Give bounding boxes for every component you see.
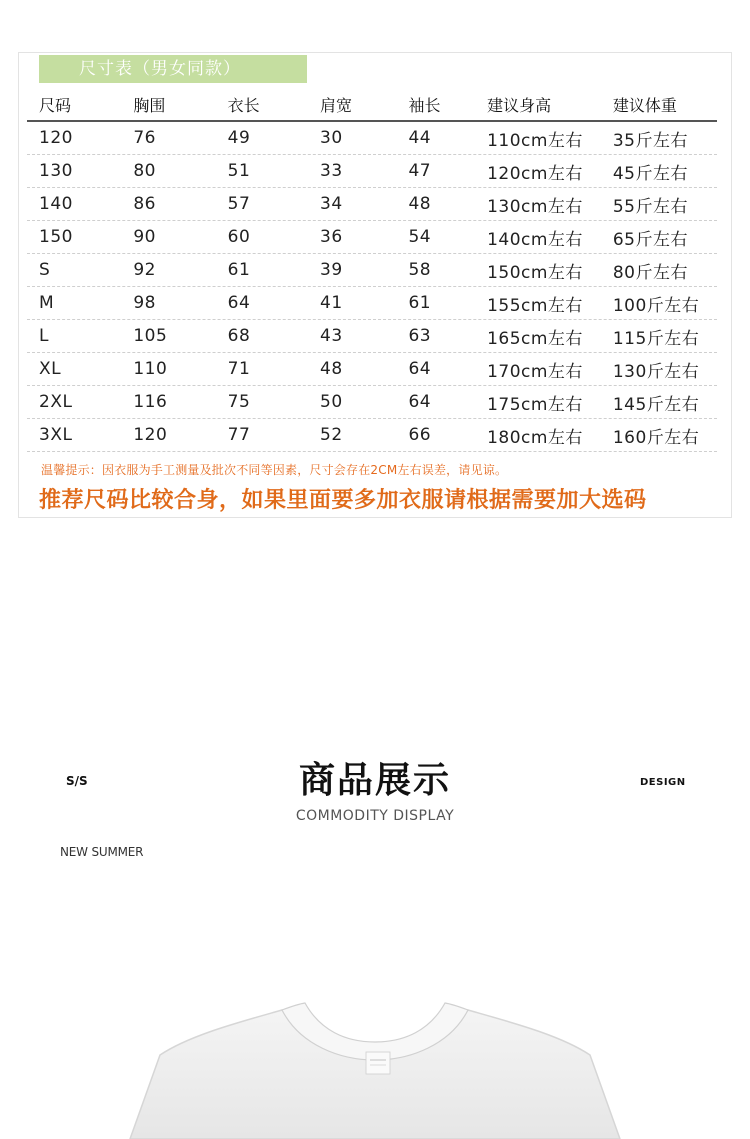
size-cell: 92 bbox=[133, 260, 156, 280]
size-cell: 71 bbox=[227, 359, 251, 379]
size-row bbox=[27, 155, 717, 188]
size-cell: 48 bbox=[408, 194, 432, 214]
size-notice: 温馨提示：因衣服为手工测量及批次不同等因素，尺寸会存在2CM左右误差，请见谅。 bbox=[41, 463, 508, 477]
commodity-display-header bbox=[0, 740, 750, 840]
size-cell: 48 bbox=[320, 359, 343, 379]
size-cell: L bbox=[39, 326, 49, 346]
size-cell: 45斤左右 bbox=[612, 163, 688, 184]
size-cell: 64 bbox=[227, 293, 251, 313]
size-cell: 3XL bbox=[39, 425, 73, 445]
size-cell: 63 bbox=[408, 326, 432, 346]
size-row bbox=[27, 320, 717, 353]
size-cell: 57 bbox=[227, 194, 251, 214]
size-cell: 150 bbox=[39, 227, 73, 247]
size-cell: 75 bbox=[227, 392, 251, 412]
size-recommend: 推荐尺码比较合身，如果里面要多加衣服请根据需要加大选码 bbox=[39, 488, 647, 513]
size-cell: 155cm左右 bbox=[487, 295, 583, 316]
size-chart-card bbox=[18, 52, 732, 518]
size-cell: S bbox=[39, 260, 51, 280]
size-cell: 36 bbox=[320, 227, 343, 247]
header-cell: 袖长 bbox=[408, 96, 441, 115]
header-cell: 胸围 bbox=[133, 96, 166, 115]
tshirt-image bbox=[0, 960, 750, 1139]
size-cell: 130cm左右 bbox=[487, 196, 583, 217]
size-cell: 175cm左右 bbox=[487, 394, 583, 415]
size-cell: 35斤左右 bbox=[612, 130, 688, 151]
size-cell: 140cm左右 bbox=[487, 229, 583, 250]
size-row bbox=[27, 221, 717, 254]
size-cell: 58 bbox=[408, 260, 432, 280]
size-cell: 120 bbox=[133, 425, 168, 445]
size-cell: 80 bbox=[133, 161, 156, 181]
size-cell: 68 bbox=[227, 326, 251, 346]
size-cell: 170cm左右 bbox=[487, 361, 583, 382]
size-cell: 50 bbox=[320, 392, 343, 412]
size-cell: 140 bbox=[39, 194, 73, 214]
size-cell: 33 bbox=[320, 161, 343, 181]
header-cell: 尺码 bbox=[39, 96, 72, 115]
size-cell: 66 bbox=[408, 425, 432, 445]
size-row bbox=[27, 188, 717, 221]
size-cell: 130 bbox=[39, 161, 73, 181]
size-row bbox=[27, 386, 717, 419]
size-cell: 2XL bbox=[39, 392, 73, 412]
size-cell: 100斤左右 bbox=[612, 295, 700, 316]
size-cell: 86 bbox=[133, 194, 156, 214]
size-cell: 160斤左右 bbox=[612, 427, 700, 448]
header-cell: 建议体重 bbox=[612, 96, 677, 115]
size-row bbox=[27, 419, 717, 452]
header-cell: 肩宽 bbox=[320, 96, 353, 115]
size-table bbox=[27, 89, 717, 452]
size-cell: 165cm左右 bbox=[487, 328, 583, 349]
size-cell: 64 bbox=[408, 392, 432, 412]
size-cell: 105 bbox=[133, 326, 168, 346]
size-cell: 145斤左右 bbox=[612, 394, 700, 415]
new-summer-label: NEW SUMMER bbox=[60, 845, 144, 859]
size-cell: 110cm左右 bbox=[487, 130, 583, 151]
size-cell: 130斤左右 bbox=[612, 361, 700, 382]
size-cell: 39 bbox=[320, 260, 343, 280]
header-cell: 衣长 bbox=[227, 96, 260, 115]
size-cell: 60 bbox=[227, 227, 251, 247]
size-cell: 120cm左右 bbox=[487, 163, 583, 184]
size-cell: 52 bbox=[320, 425, 343, 445]
size-cell: XL bbox=[39, 359, 62, 379]
size-cell: 34 bbox=[320, 194, 343, 214]
section-subtitle: COMMODITY DISPLAY bbox=[295, 808, 455, 824]
size-cell: 30 bbox=[320, 128, 343, 148]
size-cell: 61 bbox=[227, 260, 251, 280]
size-cell: 120 bbox=[39, 128, 73, 148]
size-row bbox=[27, 122, 717, 155]
size-cell: 115斤左右 bbox=[612, 328, 700, 349]
size-cell: 64 bbox=[408, 359, 432, 379]
size-cell: 55斤左右 bbox=[612, 196, 688, 217]
size-cell: 51 bbox=[227, 161, 251, 181]
design-tag: DESIGN bbox=[640, 777, 686, 788]
size-row bbox=[27, 287, 717, 320]
size-cell: 61 bbox=[408, 293, 432, 313]
size-cell: 49 bbox=[227, 128, 251, 148]
size-cell: 41 bbox=[320, 293, 343, 313]
size-row bbox=[27, 353, 717, 386]
size-cell: 90 bbox=[133, 227, 156, 247]
size-cell: 43 bbox=[320, 326, 343, 346]
size-cell: 80斤左右 bbox=[612, 262, 688, 283]
size-cell: 180cm左右 bbox=[487, 427, 583, 448]
size-cell: M bbox=[39, 293, 55, 313]
size-table-header bbox=[27, 89, 717, 122]
size-cell: 65斤左右 bbox=[612, 229, 688, 250]
size-cell: 44 bbox=[408, 128, 432, 148]
size-cell: 54 bbox=[408, 227, 432, 247]
size-cell: 98 bbox=[133, 293, 156, 313]
size-cell: 47 bbox=[408, 161, 432, 181]
size-cell: 110 bbox=[133, 359, 168, 379]
section-title: 商品展示 bbox=[298, 760, 451, 801]
size-chart-title: 尺寸表（男女同款） bbox=[39, 55, 307, 83]
size-cell: 150cm左右 bbox=[487, 262, 583, 283]
size-cell: 76 bbox=[133, 128, 156, 148]
size-cell: 77 bbox=[227, 425, 251, 445]
ss-tag: S/S bbox=[66, 774, 88, 788]
size-cell: 116 bbox=[133, 392, 168, 412]
size-row bbox=[27, 254, 717, 287]
header-cell: 建议身高 bbox=[487, 96, 552, 115]
tshirt-illustration bbox=[0, 960, 750, 1139]
